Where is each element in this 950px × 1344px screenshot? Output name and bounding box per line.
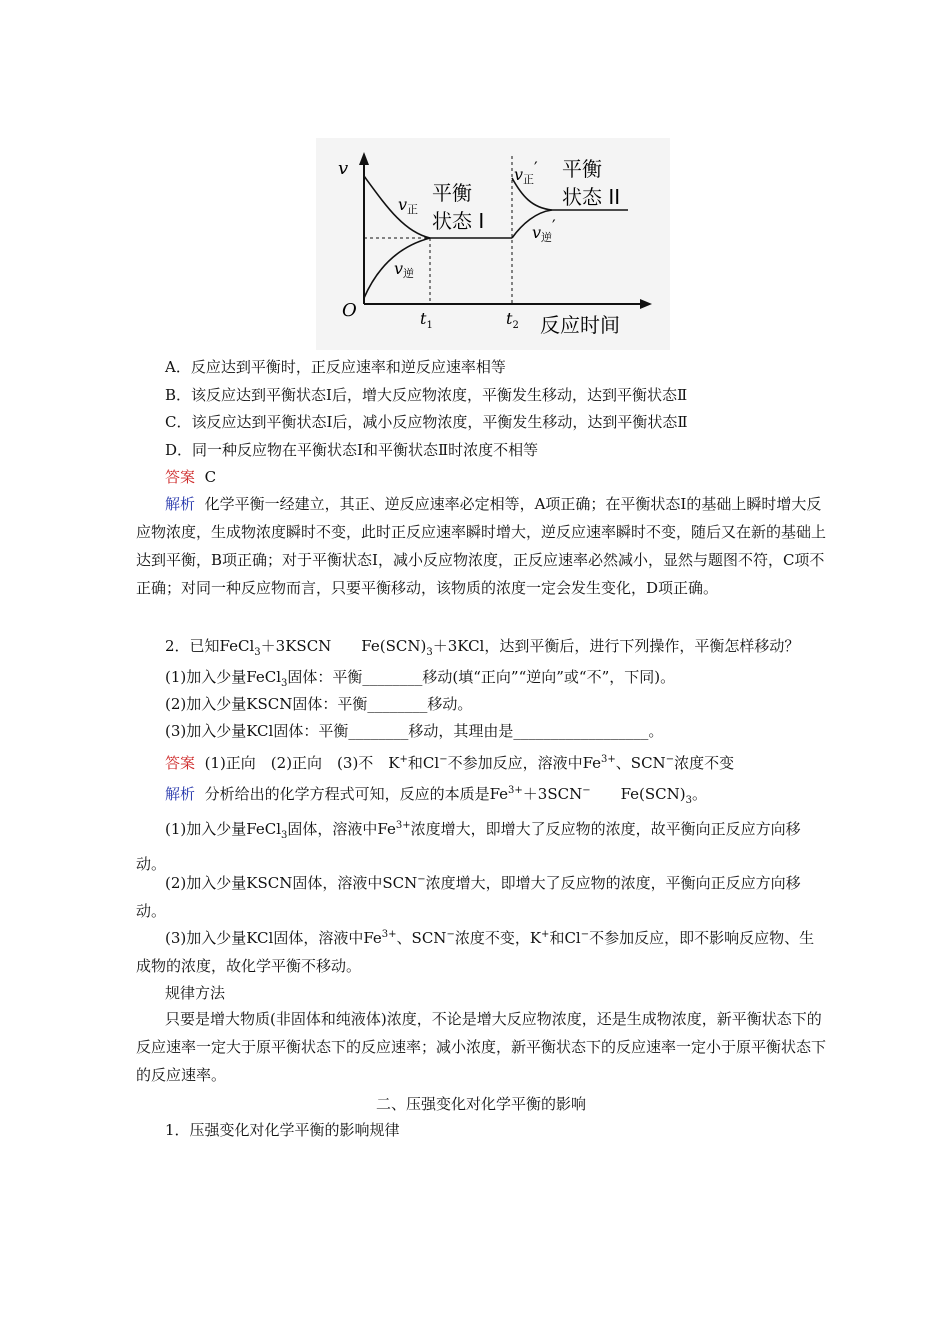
q2-sub-3: (3)加入少量KCl固体：平衡________移动，其理由是__________________。 <box>165 722 664 740</box>
q2-analysis: 解析 分析给出的化学方程式可知，反应的本质是$Fe^{3+}+3SCN^-$ $Fe(SCN)_3$。 <box>165 785 708 806</box>
y-axis-label: v <box>338 158 349 179</box>
v-reverse-label: v逆 <box>394 259 415 280</box>
option-c: C．该反应达到平衡状态Ⅰ后，减小反应物浓度，平衡发生移动，达到平衡状态Ⅱ <box>165 413 688 431</box>
answer-label: 答案 <box>165 754 196 772</box>
analysis-label: 解析 <box>165 785 196 803</box>
analysis-text: 化学平衡一经建立，其正、逆反应速率必定相等，A项正确；在平衡状态Ⅰ的基础上瞬时增大反应物浓度，生成物浓度瞬时不变，此时正反应速率瞬时增大，逆反应速率瞬时不变，随后又在新的基础上达到平衡，B项正确；对于平衡状态Ⅰ，减小反应物浓度，正反应速率必然减小，显然与题图不符，C项不正确；对同一种反应物而言，只要平衡移动，该物质的浓度一定会发生变化，D项正确。 <box>136 495 827 597</box>
v-forward-curve <box>364 176 430 238</box>
x-axis-label: 反应时间 <box>540 313 620 337</box>
q2-analysis-2: (2)加入少量KSCN固体，溶液中SCN−浓度增大，即增大了反应物的浓度，平衡向正反应方向移动。 <box>136 874 801 920</box>
q2-analysis-3: (3)加入少量KCl固体，溶液中$Fe^{3+}$、SCN−浓度不变，K+和Cl−不参加反应，即不影响反应物、生成物的浓度，故化学平衡不移动。 <box>136 929 815 975</box>
rate-time-diagram <box>316 138 670 350</box>
answer-value: C <box>204 468 217 486</box>
q1-answer <box>165 467 825 487</box>
option-a: A．反应达到平衡时，正反应速率和逆反应速率相等 <box>165 358 506 376</box>
q2-answer: 答案 (1)正向 (2)正向 (3)不 K+和Cl−不参加反应，溶液中$Fe^{3+}$、SCN−浓度不变 <box>165 754 735 772</box>
q2-analysis-1: (1)加入少量FeCl$_3$固体，溶液中$Fe^{3+}$浓度增大，即增大了反应物的浓度，故平衡向正反应方向移动。 <box>136 820 801 873</box>
rule-title: 规律方法 <box>165 984 226 1002</box>
option-b: B．该反应达到平衡状态Ⅰ后，增大反应物浓度，平衡发生移动，达到平衡状态Ⅱ <box>165 386 688 404</box>
section-item-1: 1．压强变化对化学平衡的影响规律 <box>165 1121 400 1139</box>
origin-label: O <box>342 300 357 321</box>
state-2-label-line2: 状态 II <box>562 185 621 209</box>
q2-sub-2: (2)加入少量KSCN固体：平衡________移动。 <box>165 695 473 713</box>
v-forward-2-label: v正′ <box>514 158 538 186</box>
rule-text: 只要是增大物质(非固体和纯液体)浓度，不论是增大反应物浓度，还是生成物浓度，新平衡状态下的反应速率一定大于原平衡状态下的反应速率；减小浓度，新平衡状态下的反应速率一定小于原平衡状态下的反应速率。 <box>136 1010 827 1084</box>
t1-label: $t_1$ <box>420 309 433 331</box>
q1-analysis <box>136 490 826 602</box>
answer-label: 答案 <box>165 468 196 486</box>
q2-sub-1: (1)加入少量FeCl$_3$固体：平衡________移动(填“正向”“逆向”或“不”，下同)。 <box>165 668 676 689</box>
x-axis-arrow <box>640 299 652 309</box>
y-axis-arrow <box>359 152 369 165</box>
state-2-label-line1: 平衡 <box>562 157 602 181</box>
analysis-label: 解析 <box>165 495 196 513</box>
state-1-label-line2: 状态 I <box>432 209 485 233</box>
v-forward-label: v正 <box>398 195 419 216</box>
t2-label: $t_2$ <box>506 309 519 331</box>
v-reverse-2-label: v逆′ <box>532 216 556 244</box>
section-heading: 二、压强变化对化学平衡的影响 <box>375 1095 586 1113</box>
q2-stem: 2．已知FeCl$_3$＋3KSCN $Fe(SCN)_3+3KCl$，达到平衡后，进行下列操作，平衡怎样移动？ <box>165 637 800 658</box>
state-1-label-line1: 平衡 <box>432 181 472 205</box>
option-d: D．同一种反应物在平衡状态Ⅰ和平衡状态Ⅱ时浓度不相等 <box>165 441 539 459</box>
rate-time-figure <box>316 138 670 350</box>
